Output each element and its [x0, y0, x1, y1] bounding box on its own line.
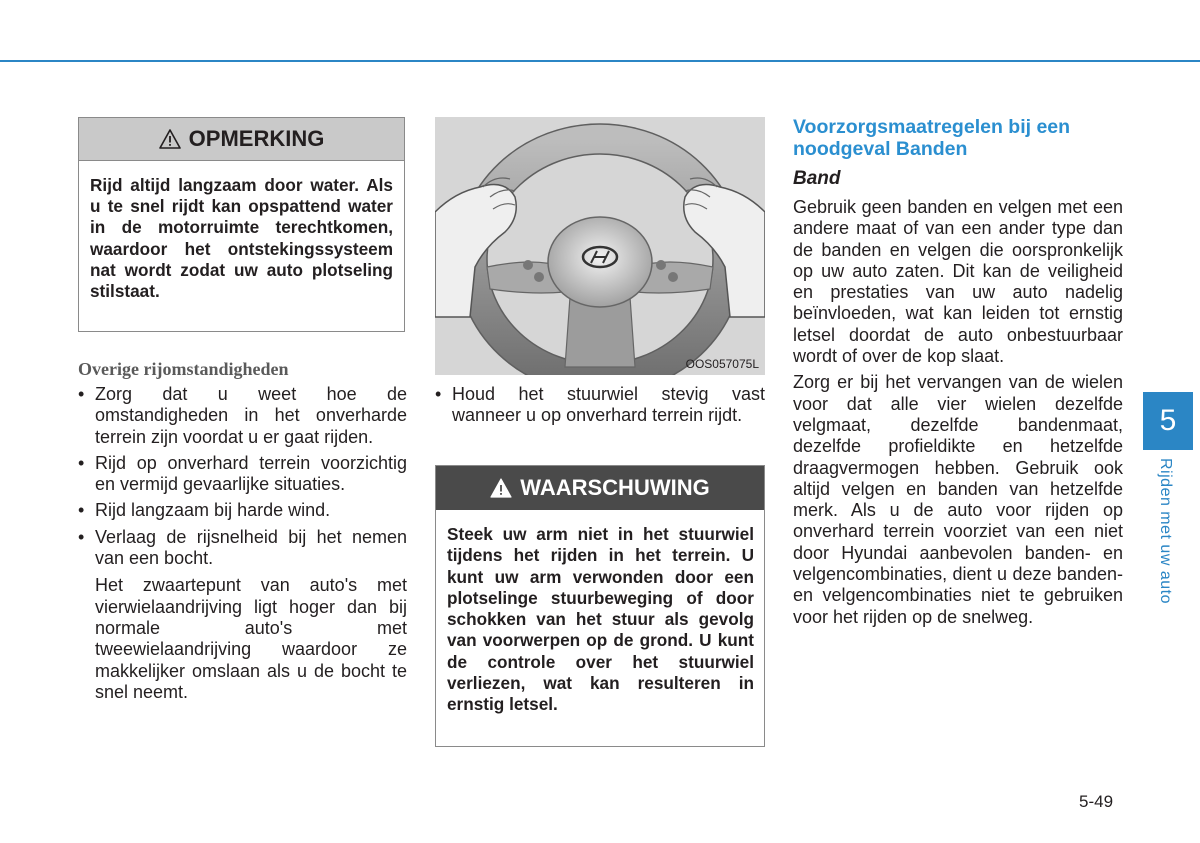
warning-body: Steek uw arm niet in het stuurwiel tijdens het rijden in het terrein. U kunt uw arm verwonden door een plotselinge stuurbeweging of door schokken van het stuur als gevolg van voorwerpen op de grond. U kunt de controle over het stuurwiel verliezen, wat kan resulteren in ernstig letsel. [447, 524, 754, 715]
warning-box [435, 465, 765, 747]
tyre-paragraph-2: Zorg er bij het vervangen van de wielen voor dat alle vier wielen dezelfde velgmaat, dezelfde bandenmaat, dezelfde profieldikte en hetzelfde draagvermogen hebben. Gebruik ook altijd velgen en banden van hetzelfde merk. Als u de auto voor rijden op onverhard terrein voorziet van een niet door Hyundai aanbevolen banden- en velgencombinaties, dient u deze banden- en velgencombinaties niet te gebruiken voor het rijden op de snelweg. [793, 372, 1123, 627]
note-header [79, 118, 404, 161]
list-item-text: Zorg dat u weet hoe de omstandigheden in het onverharde terrein zijn voordat u er gaat rijden. [95, 384, 407, 447]
list-item-text: Verlaag de rijsnelheid bij het nemen van een bocht. [95, 526, 407, 569]
subheading-band: Band [793, 168, 841, 189]
steering-wheel-illustration [435, 117, 765, 375]
note-box [78, 117, 405, 332]
chapter-number: 5 [1159, 404, 1177, 437]
list-item [435, 384, 765, 427]
list-item-text: Rijd op onverhard terrein voorzichtig en vermijd gevaarlijke situaties. [95, 452, 407, 495]
bullet-dot: • [435, 384, 442, 404]
tyre-paragraph-1: Gebruik geen banden en velgen met een andere maat of van een ander type dan de banden en velgen die oorspronkelijk op uw auto zaten. Dit kan de veiligheid en prestaties van uw auto nadelig beïnvloeden, wat kan leiden tot ernstig letsel doordat de auto onbestuurbaar wordt of over de kop slaat. [793, 197, 1123, 367]
warning-title: WAARSCHUWING [520, 475, 710, 500]
bullet-dot: • [78, 384, 85, 404]
chapter-tab [1143, 392, 1193, 450]
bullet-dot: • [78, 500, 85, 521]
list-item-text: Rijd langzaam bij harde wind. [95, 500, 331, 521]
page-number: 5-49 [1079, 792, 1114, 811]
list-item [78, 527, 407, 570]
chapter-title: Rijden met uw auto [1157, 458, 1174, 604]
steering-wheel-drawing [435, 117, 765, 375]
warning-triangle-icon [490, 478, 512, 498]
bullet-dot: • [78, 526, 85, 547]
center-of-gravity-paragraph: Het zwaartepunt van auto's met vierwielaandrijving ligt hoger dan bij normale auto's met tweewielaandrijving waardoor ze makkelijker omslaan als u de bocht te snel neemt. [95, 575, 407, 702]
caution-triangle-icon [159, 129, 181, 149]
list-item [78, 500, 407, 521]
left-bullet-list [78, 384, 407, 708]
list-paragraph [78, 575, 407, 703]
right-text [793, 197, 1123, 628]
note-body: Rijd altijd langzaam door water. Als u te snel rijdt kan opspattend water in de motorruimte terechtkomen, waardoor het ontstekingssysteem nat wordt zodat uw auto plotseling stilstaat. [90, 175, 393, 302]
list-item-text: Houd het stuurwiel stevig vast wanneer u op onverhard terrein rijdt. [452, 384, 765, 426]
note-title: OPMERKING [188, 126, 325, 151]
bullet-dot: • [78, 452, 85, 473]
header-rule [0, 60, 1200, 62]
subheading-other-conditions: Overige rijomstandigheden [78, 359, 289, 379]
image-caption: OOS057075L [685, 357, 759, 371]
list-item [78, 453, 407, 496]
section-title: Voorzorgsmaatregelen bij een noodgeval Banden [793, 116, 1071, 160]
middle-bullet [435, 384, 765, 432]
warning-header [436, 466, 764, 510]
list-item [78, 384, 407, 448]
chapter-label [1156, 458, 1180, 628]
